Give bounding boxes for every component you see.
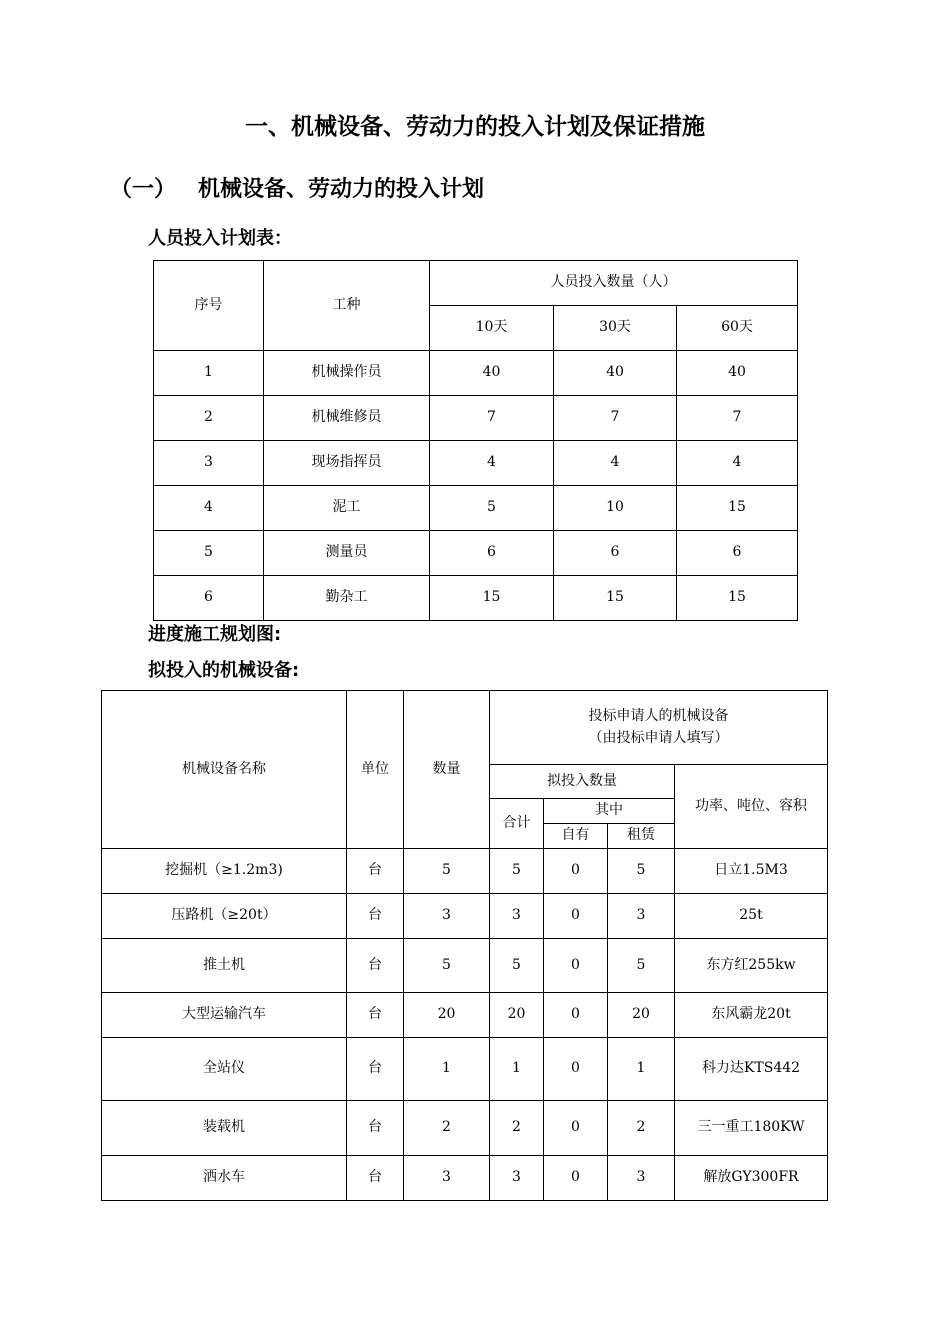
document-title: 一、机械设备、劳动力的投入计划及保证措施: [245, 114, 705, 140]
cell-trade: 机械维修员: [264, 396, 430, 441]
cell-60-days: 15: [677, 576, 798, 621]
cell-name: 挖掘机（≥1.2m3): [102, 849, 347, 894]
cell-10-days: 15: [430, 576, 554, 621]
header-total: 合计: [490, 799, 544, 849]
cell-rent: 5: [608, 849, 675, 894]
cell-seq: 4: [154, 486, 264, 531]
header-among: 其中: [544, 799, 675, 824]
header-qty: 数量: [404, 691, 490, 849]
cell-unit: 台: [347, 939, 404, 993]
cell-trade: 现场指挥员: [264, 441, 430, 486]
cell-power: 东方红255kw: [675, 939, 828, 993]
cell-seq: 2: [154, 396, 264, 441]
header-group-line1: 投标申请人的机械设备: [588, 708, 729, 724]
cell-name: 压路机（≥20t）: [102, 894, 347, 939]
header-planned: 拟投入数量: [490, 765, 675, 799]
cell-own: 0: [544, 849, 608, 894]
cell-own: 0: [544, 993, 608, 1038]
cell-30-days: 6: [554, 531, 677, 576]
cell-30-days: 7: [554, 396, 677, 441]
cell-power: 25t: [675, 894, 828, 939]
cell-total: 20: [490, 993, 544, 1038]
table-row: [102, 894, 828, 939]
staff-table: [153, 260, 798, 621]
cell-own: 0: [544, 1101, 608, 1156]
header-seq: 序号: [154, 261, 264, 351]
cell-power: 东风霸龙20t: [675, 993, 828, 1038]
cell-30-days: 15: [554, 576, 677, 621]
cell-power: 解放GY300FR: [675, 1156, 828, 1201]
section-number: （一）: [110, 177, 177, 202]
cell-own: 0: [544, 894, 608, 939]
cell-trade: 测量员: [264, 531, 430, 576]
cell-trade: 泥工: [264, 486, 430, 531]
cell-unit: 台: [347, 1156, 404, 1201]
header-unit: 单位: [347, 691, 404, 849]
header-rent: 租赁: [608, 824, 675, 849]
cell-own: 0: [544, 939, 608, 993]
cell-name: 装载机: [102, 1101, 347, 1156]
cell-qty: 3: [404, 1156, 490, 1201]
cell-seq: 6: [154, 576, 264, 621]
header-name: 机械设备名称: [102, 691, 347, 849]
equipment-table: [101, 690, 828, 1201]
cell-60-days: 40: [677, 351, 798, 396]
header-group: [490, 691, 828, 765]
cell-seq: 5: [154, 531, 264, 576]
cell-name: 推土机: [102, 939, 347, 993]
cell-trade: 机械操作员: [264, 351, 430, 396]
cell-name: 大型运输汽车: [102, 993, 347, 1038]
cell-qty: 2: [404, 1101, 490, 1156]
cell-10-days: 5: [430, 486, 554, 531]
cell-total: 5: [490, 939, 544, 993]
cell-30-days: 40: [554, 351, 677, 396]
cell-30-days: 4: [554, 441, 677, 486]
table-row: [102, 1038, 828, 1101]
cell-seq: 1: [154, 351, 264, 396]
header-trade: 工种: [264, 261, 430, 351]
cell-60-days: 6: [677, 531, 798, 576]
section-heading: [110, 172, 484, 203]
cell-rent: 5: [608, 939, 675, 993]
cell-60-days: 15: [677, 486, 798, 531]
cell-qty: 1: [404, 1038, 490, 1101]
schedule-heading: 进度施工规划图:: [148, 624, 282, 645]
cell-unit: 台: [347, 894, 404, 939]
cell-10-days: 6: [430, 531, 554, 576]
cell-total: 2: [490, 1101, 544, 1156]
cell-10-days: 7: [430, 396, 554, 441]
table-row: [102, 1101, 828, 1156]
cell-rent: 3: [608, 894, 675, 939]
cell-rent: 2: [608, 1101, 675, 1156]
section-text: 机械设备、劳动力的投入计划: [198, 177, 485, 202]
table-row: [102, 1156, 828, 1201]
table-row: [154, 531, 798, 576]
cell-10-days: 40: [430, 351, 554, 396]
table-row: [154, 486, 798, 531]
table-row: [102, 993, 828, 1038]
cell-total: 5: [490, 849, 544, 894]
cell-qty: 5: [404, 849, 490, 894]
cell-name: 全站仪: [102, 1038, 347, 1101]
table-row: [154, 576, 798, 621]
cell-qty: 3: [404, 894, 490, 939]
header-power: 功率、吨位、容积: [675, 765, 828, 849]
cell-60-days: 4: [677, 441, 798, 486]
cell-trade: 勤杂工: [264, 576, 430, 621]
cell-unit: 台: [347, 993, 404, 1038]
cell-power: 日立1.5M3: [675, 849, 828, 894]
cell-own: 0: [544, 1038, 608, 1101]
table-row: [102, 939, 828, 993]
cell-unit: 台: [347, 1101, 404, 1156]
cell-power: 科力达KTS442: [675, 1038, 828, 1101]
cell-rent: 20: [608, 993, 675, 1038]
header-group-line2: （由投标申请人填写）: [588, 729, 729, 746]
header-qty-group: 人员投入数量（人）: [430, 261, 798, 306]
cell-rent: 1: [608, 1038, 675, 1101]
staff-heading: 人员投入计划表：: [148, 228, 292, 249]
cell-unit: 台: [347, 1038, 404, 1101]
equip-heading: 拟投入的机械设备:: [148, 660, 300, 681]
cell-total: 3: [490, 894, 544, 939]
cell-seq: 3: [154, 441, 264, 486]
cell-power: 三一重工180KW: [675, 1101, 828, 1156]
table-row: [154, 396, 798, 441]
header-60-days: 60天: [677, 306, 798, 351]
cell-qty: 20: [404, 993, 490, 1038]
cell-total: 3: [490, 1156, 544, 1201]
cell-qty: 5: [404, 939, 490, 993]
cell-60-days: 7: [677, 396, 798, 441]
cell-10-days: 4: [430, 441, 554, 486]
cell-own: 0: [544, 1156, 608, 1201]
table-row: [102, 849, 828, 894]
cell-unit: 台: [347, 849, 404, 894]
cell-name: 洒水车: [102, 1156, 347, 1201]
header-own: 自有: [544, 824, 608, 849]
table-row: [154, 441, 798, 486]
header-30-days: 30天: [554, 306, 677, 351]
cell-total: 1: [490, 1038, 544, 1101]
header-10-days: 10天: [430, 306, 554, 351]
cell-30-days: 10: [554, 486, 677, 531]
table-row: [154, 351, 798, 396]
cell-rent: 3: [608, 1156, 675, 1201]
